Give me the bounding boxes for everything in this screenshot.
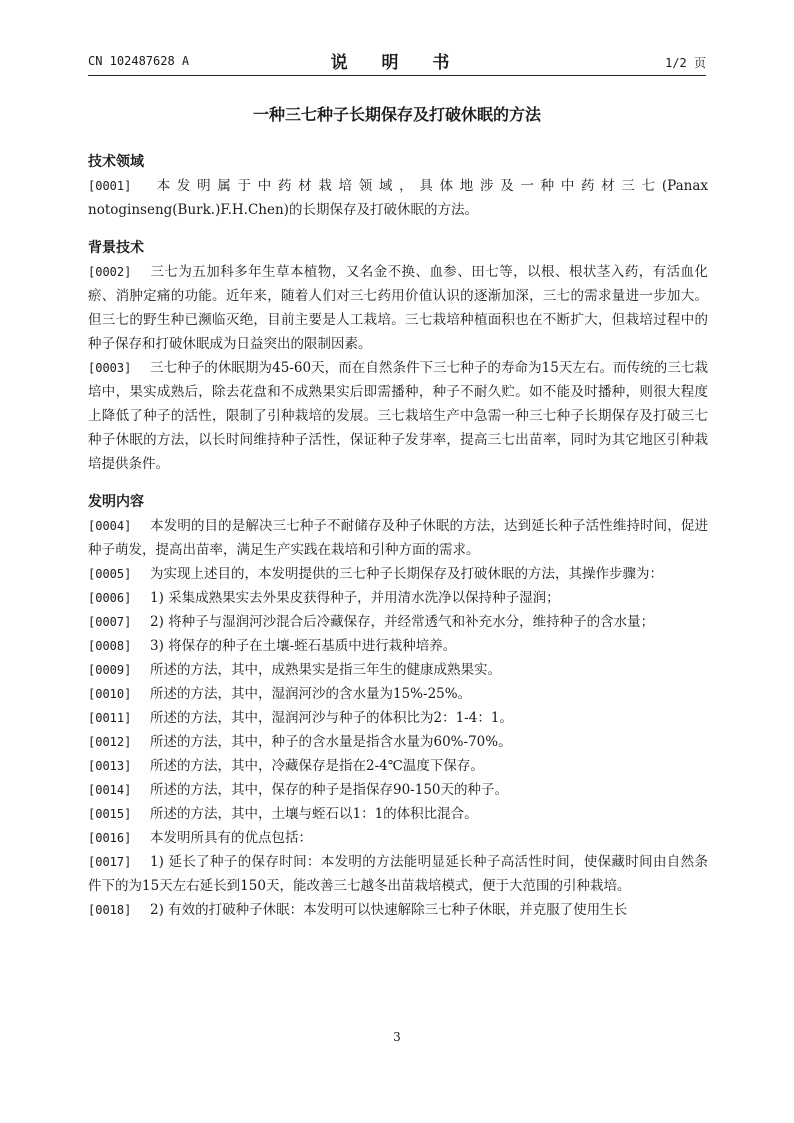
paragraph-number: [0009] bbox=[88, 663, 132, 677]
document-body bbox=[88, 150, 708, 922]
paragraph-number: [0016] bbox=[88, 831, 132, 845]
paragraph bbox=[88, 682, 708, 706]
page-number: 3 bbox=[393, 1030, 401, 1044]
paragraph bbox=[88, 174, 708, 222]
paragraph-number: [0012] bbox=[88, 735, 132, 749]
paragraph bbox=[88, 730, 708, 754]
paragraph-number: [0014] bbox=[88, 783, 132, 797]
paragraph bbox=[88, 610, 708, 634]
paragraph-number: [0015] bbox=[88, 807, 132, 821]
paragraph-number: [0001] bbox=[88, 179, 132, 193]
paragraph-text: 本发明属于中药材栽培领域，具体地涉及一种中药材三七(Panax notoginseng(Burk.)F.H.Chen)的长期保存及打破休眠的方法。 bbox=[88, 178, 708, 218]
paragraph-text: 本发明的目的是解决三七种子不耐储存及种子休眠的方法，达到延长种子活性维持时间，促进种子萌发，提高出苗率，满足生产实践在栽培和引种方面的需求。 bbox=[88, 518, 708, 558]
document-title: 一种三七种子长期保存及打破休眠的方法 bbox=[252, 105, 541, 124]
paragraph-text: 3) 将保存的种子在土壤-蛭石基质中进行栽种培养。 bbox=[150, 638, 457, 654]
paragraph-number: [0007] bbox=[88, 615, 132, 629]
paragraph bbox=[88, 514, 708, 562]
paragraph-text: 本发明所具有的优点包括： bbox=[150, 830, 312, 846]
page-header bbox=[88, 48, 706, 74]
paragraph-number: [0006] bbox=[88, 591, 132, 605]
paragraph-text: 所述的方法，其中，湿润河沙与种子的体积比为2：1-4：1。 bbox=[150, 710, 513, 726]
paragraph-text: 所述的方法，其中，种子的含水量是指含水量为60%-70%。 bbox=[150, 734, 512, 750]
header-rule bbox=[88, 75, 706, 76]
paragraph-number: [0010] bbox=[88, 687, 132, 701]
paragraph-text: 为实现上述目的，本发明提供的三七种子长期保存及打破休眠的方法，其操作步骤为： bbox=[150, 566, 663, 582]
paragraph bbox=[88, 754, 708, 778]
paragraph bbox=[88, 850, 708, 898]
paragraph-text: 所述的方法，其中，土壤与蛭石以1：1的体积比混合。 bbox=[150, 806, 478, 822]
paragraph bbox=[88, 562, 708, 586]
paragraph-text: 1) 延长了种子的保存时间：本发明的方法能明显延长种子高活性时间，使保藏时间由自然条件下的为15天左右延长到150天，能改善三七越冬出苗栽培模式，便于大范围的引种栽培。 bbox=[88, 854, 708, 894]
paragraph-number: [0018] bbox=[88, 903, 132, 917]
paragraph-number: [0004] bbox=[88, 519, 132, 533]
paragraph-text: 1) 采集成熟果实去外果皮获得种子，并用清水洗净以保持种子湿润； bbox=[150, 590, 560, 606]
paragraph-text: 所述的方法，其中，湿润河沙的含水量为15%-25%。 bbox=[150, 686, 472, 702]
paragraph-number: [0017] bbox=[88, 855, 132, 869]
paragraph bbox=[88, 706, 708, 730]
paragraph-text: 2) 将种子与湿润河沙混合后冷藏保存，并经常透气和补充水分，维持种子的含水量； bbox=[150, 614, 655, 630]
paragraph bbox=[88, 778, 708, 802]
paragraph-text: 所述的方法，其中，成熟果实是指三年生的健康成熟果实。 bbox=[150, 662, 501, 678]
paragraph-text: 三七种子的休眠期为45-60天，而在自然条件下三七种子的寿命为15天左右。而传统的三七栽培中，果实成熟后，除去花盘和不成熟果实后即需播种，种子不耐久贮。如不能及时播种，则很大程度上降低了种子的活性，限制了引种栽培的发展。三七栽培生产中急需一种三七种子长期保存及打破三七种子休眠的方法，以长时间维持种子活性，保证种子发芽率，提高三七出苗率，同时为其它地区引种栽培提供条件。 bbox=[88, 360, 708, 472]
paragraph bbox=[88, 586, 708, 610]
paragraph bbox=[88, 826, 708, 850]
paragraph-text: 所述的方法，其中，保存的种子是指保存90-150天的种子。 bbox=[150, 782, 509, 798]
paragraph-number: [0013] bbox=[88, 759, 132, 773]
section-heading: 技术领域 bbox=[88, 154, 144, 170]
paragraph-number: [0002] bbox=[88, 265, 132, 279]
section-heading: 发明内容 bbox=[88, 494, 144, 510]
paragraph-number: [0005] bbox=[88, 567, 132, 581]
header-title: 说 明 书 bbox=[330, 53, 464, 73]
section-heading: 背景技术 bbox=[88, 240, 144, 256]
paragraph-text: 三七为五加科多年生草本植物，又名金不换、血参、田七等，以根、根状茎入药，有活血化瘀、消肿定痛的功能。近年来，随着人们对三七药用价值认识的逐渐加深，三七的需求量进一步加大。但三七的野生种已濒临灭绝，目前主要是人工栽培。三七栽培种植面积也在不断扩大，但栽培过程中的种子保存和打破休眠成为日益突出的限制因素。 bbox=[88, 264, 708, 352]
paragraph-number: [0011] bbox=[88, 711, 132, 725]
patent-number: CN 102487628 A bbox=[88, 54, 190, 68]
paragraph bbox=[88, 260, 708, 356]
paragraph bbox=[88, 356, 708, 476]
paragraph bbox=[88, 898, 708, 922]
paragraph-number: [0008] bbox=[88, 639, 132, 653]
paragraph bbox=[88, 634, 708, 658]
paragraph-text: 2) 有效的打破种子休眠：本发明可以快速解除三七种子休眠，并克服了使用生长 bbox=[150, 902, 628, 918]
paragraph-number: [0003] bbox=[88, 361, 132, 375]
paragraph bbox=[88, 802, 708, 826]
paragraph-text: 所述的方法，其中，冷藏保存是指在2-4℃温度下保存。 bbox=[150, 758, 484, 774]
page-indicator: 1/2 页 bbox=[665, 56, 706, 70]
paragraph bbox=[88, 658, 708, 682]
